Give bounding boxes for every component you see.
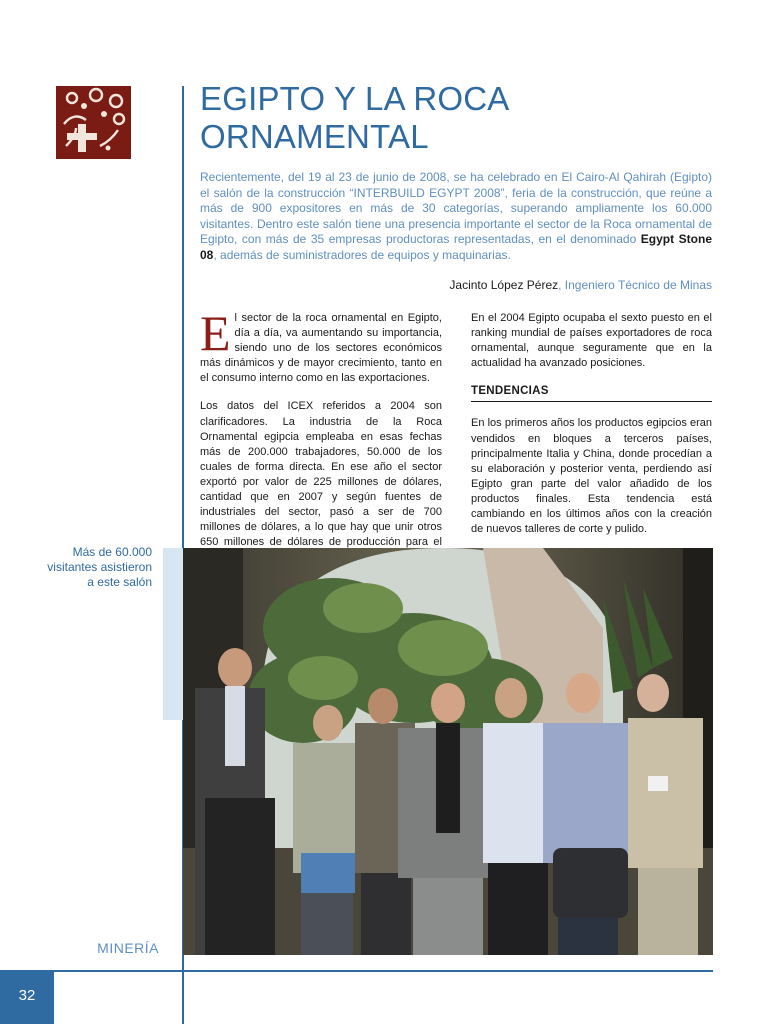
pull-quote-accent-bar	[163, 548, 183, 720]
footer-rule	[0, 970, 713, 972]
pull-quote-line-3: a este salón	[87, 575, 152, 589]
page-number: 32	[0, 972, 54, 1024]
author-role: , Ingeniero Técnico de Minas	[558, 278, 712, 292]
pull-quote	[30, 545, 152, 590]
byline	[200, 278, 712, 292]
publication-emblem-logo	[56, 86, 131, 159]
pull-quote-line-1: Más de 60.000	[72, 545, 152, 559]
lead-paragraph	[200, 170, 712, 263]
section-label: MINERÍA	[97, 940, 159, 956]
pull-quote-line-2: visitantes asistieron	[47, 560, 152, 574]
drop-cap: E	[200, 305, 231, 361]
author-name: Jacinto López Pérez	[449, 278, 559, 292]
paragraph-1-text: l sector de la roca ornamental en Egipto, día a día, va aumentando su importancia, siendo uno de los sectores económicos más dinámicos y de mayor crecimiento, tanto en el consumo interno como en las exportaciones.	[200, 312, 442, 385]
body-paragraph-3: En el 2004 Egipto ocupaba el sexto puesto en el ranking mundial de países exportadores de roca ornamental, aunque seguramente que en la actualidad ha avanzado posiciones.	[471, 312, 712, 370]
body-paragraph-4: En los primeros años los productos egipcios eran vendidos en bloques a terceros países, principalmente Italia y China, donde procedían a su elaboración y posterior venta, perdiendo así Egipto gran parte del valor añadido de los productos finales. Esta tendencia está cambiando en los últimos años con la creación de nuevos talleres de corte y pulido.	[471, 417, 712, 536]
lead-text: Recientemente, del 19 al 23 de junio de 2008, se ha celebrado en El Cairo-Al Qahirah (Egipto) el salón de la construcción “INTERBUILD EGYPT 2008”, feria de la construcción, que reúne a más de 900 expositores en más de 30 categorías, superando ampliamente los 60.000 visitantes. Dentro este salón tiene una presencia importante el sector de la Roca ornamental de Egipto, con más de 35 empresas productoras representadas, en el denominado	[200, 170, 712, 246]
section-subheading: TENDENCIAS	[471, 384, 712, 402]
body-column-left	[200, 305, 442, 579]
body-column-right	[471, 311, 712, 550]
group-photo	[183, 548, 713, 955]
body-paragraph-1	[200, 305, 442, 386]
lead-text-end: , además de suministradores de equipos y maquinarias.	[213, 247, 511, 262]
title-line-1: EGIPTO Y LA ROCA	[200, 80, 510, 117]
lead-bold-event-name: Egypt Stone 08	[200, 232, 712, 262]
title-line-2: ORNAMENTAL	[200, 118, 429, 155]
article-title	[200, 80, 510, 156]
body-paragraph-2: Los datos del ICEX referidos a 2004 son clarificadores. La industria de la Roca Ornamental egipcia empleaba en esas fechas más de 200.000 trabajadores, 50.000 de los cuales de forma directa. En ese año el sector exportó por valor de 225 millones de dólares, cantidad que en 2007 y según fuentes de industriales del sector, pasó a ser de 700 millones de dólares, a lo que hay que unir otros 650 millones de dólares de producción para el	[200, 400, 442, 549]
